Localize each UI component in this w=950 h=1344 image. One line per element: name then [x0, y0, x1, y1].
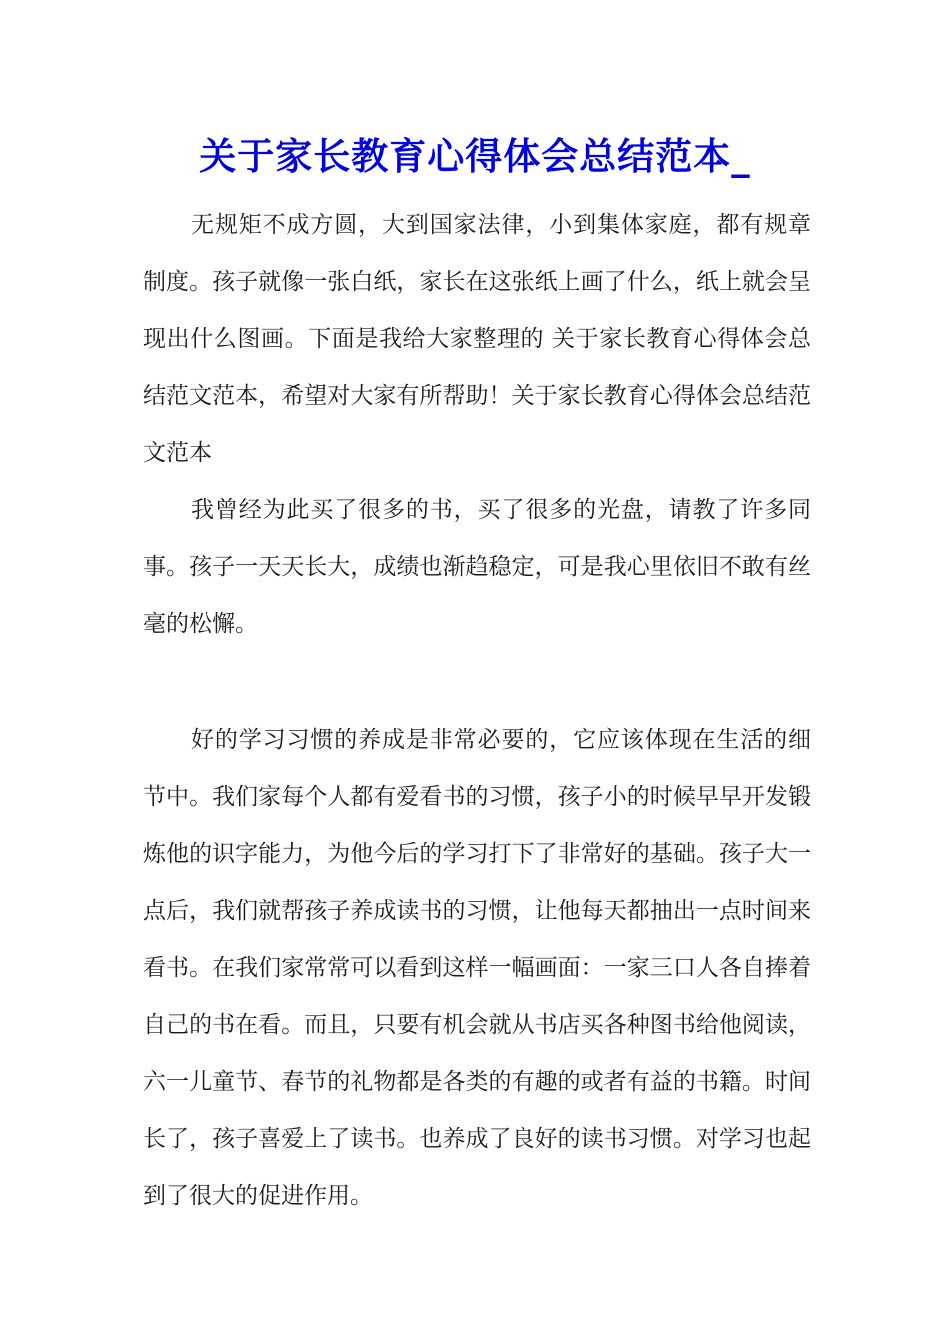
paragraph-reading-habits: 好的学习习惯的养成是非常必要的，它应该体现在生活的细节中。我们家每个人都有爱看书的习惯，孩子小的时候早早开发锻炼他的识字能力，为他今后的学习打下了非常好的基础。孩子大一点后，我们就帮孩子养成读书的习惯，让他每天都抽出一点时间来看书。在我们家常常可以看到这样一幅画面：一家三口人各自捧着自己的书在看。而且，只要有机会就从书店买各种图书给他阅读，六一儿童节、春节的礼物都是各类的有趣的或者有益的书籍。时间长了，孩子喜爱上了读书。也养成了良好的读书习惯。对学习也起到了很大的促进作用。: [143, 727, 811, 1209]
paragraph-intro: 无规矩不成方圆，大到国家法律，小到集体家庭，都有规章制度。孩子就像一张白纸，家长在这张纸上画了什么，纸上就会呈现出什么图画。下面是我给大家整理的 关于家长教育心得体会总结范文范本，希望对大家有所帮助！关于家长教育心得体会总结范文范本: [143, 212, 811, 466]
document-title: 关于家长教育心得体会总结范本_: [199, 134, 751, 178]
paragraph-books: 我曾经为此买了很多的书，买了很多的光盘，请教了许多同事。孩子一天天长大，成绩也渐趋稳定，可是我心里依旧不敢有丝毫的松懈。: [143, 497, 811, 637]
